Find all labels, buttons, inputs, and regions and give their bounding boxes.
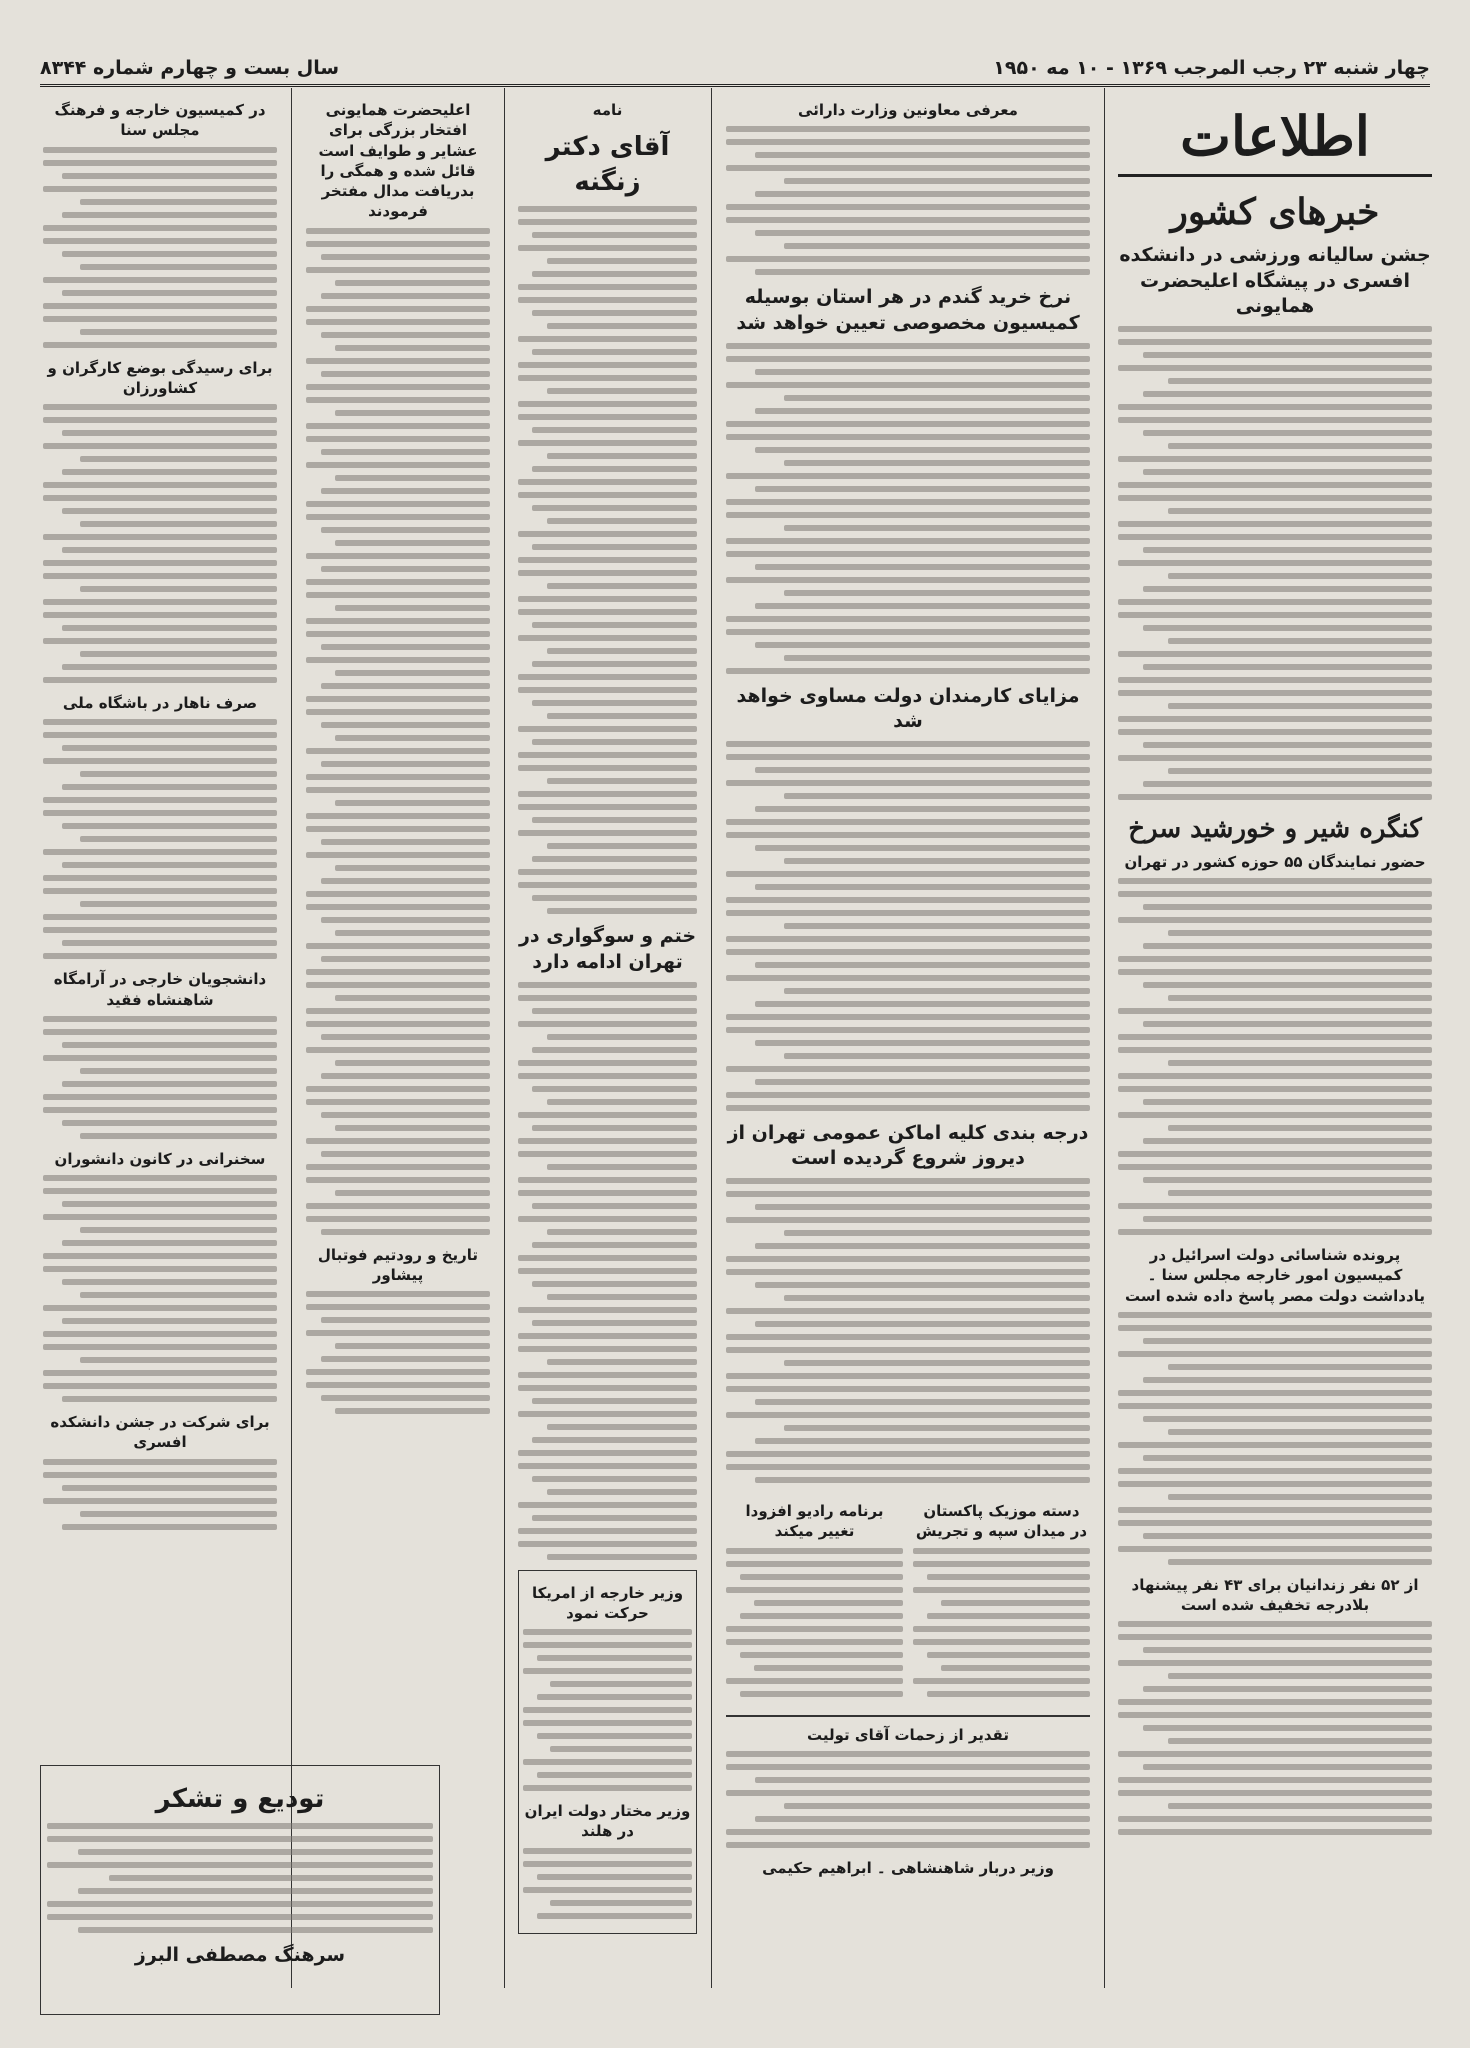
article-body [523, 1629, 692, 1791]
headline-appreciation: تقدیر از زحمات آقای تولیت [807, 1725, 1009, 1744]
article-body [726, 741, 1090, 1111]
column-divider [291, 88, 292, 1988]
headline-wheat-price: نرخ خرید گندم در هر استان بوسیله کمیسیون مخصوصی تعیین خواهد شد [736, 286, 1080, 334]
article-body [1118, 1312, 1432, 1565]
article-body [43, 1016, 277, 1139]
masthead: اطلاعات [1118, 92, 1432, 177]
headline-foreign-minister: وزیر خارجه از امریکا حرکت نمود [531, 1583, 684, 1622]
article-body [726, 1178, 1090, 1483]
headline-peshawar-team: تاریخ و رودتیم فوتبال پیشاور [317, 1245, 479, 1284]
headline-senate-commission: در کمیسیون خارجه و فرهنگ مجلس سنا [54, 101, 266, 140]
article-body [1118, 1621, 1432, 1835]
article-body [43, 1459, 277, 1530]
headline-lecture: سخنرانی در کانون دانشوران [54, 1149, 266, 1168]
headline-workers-farmers: برای رسیدگی بوضع کارگران و کشاورزان [47, 358, 273, 397]
article-body [523, 1848, 692, 1919]
headline-public-places: درجه بندی کلیه اماکن عمومی تهران از دیروز شروع گردیده است [727, 1121, 1089, 1170]
letter-label: نامه [592, 101, 623, 119]
article-body [43, 719, 277, 959]
headline-lunch-club: صرف ناهار در باشگاه ملی [62, 694, 258, 712]
column-2 [718, 88, 1098, 1998]
headline-dr-zanganeh: آقای دکتر زنگنه [545, 132, 670, 198]
headline-finance-deputies: معرفی معاونین وزارت دارائی [798, 101, 1018, 119]
article-body [726, 126, 1090, 275]
radio-program-article [726, 1493, 903, 1707]
page-header [40, 52, 1430, 87]
headline-iran-minister-holland: وزیر مختار دولت ایران در هلند [524, 1802, 691, 1841]
article-body [306, 228, 490, 1235]
headline-tribes-medal: اعلیحضرت همایونی افتخار بزرگی برای عشایر و طوایف است قائل شده و همگی را بدریافت مدال مفتخر فرمودند [318, 101, 478, 221]
article-body [306, 1291, 490, 1414]
article-body [726, 343, 1090, 674]
headline-officer-festival: برای شرکت در جشن دانشکده افسری [50, 1413, 270, 1452]
article-body [518, 206, 697, 914]
divider [726, 1715, 1090, 1717]
headline-foreign-students: دانشجویان خارجی در آرامگاه شاهنشاه فقید [53, 970, 267, 1009]
column-5 [35, 88, 285, 1758]
farewell-notice [40, 1765, 440, 2015]
column-3 [510, 88, 705, 1998]
column-divider [504, 88, 505, 1988]
article-body [726, 1751, 1090, 1848]
headline-pakistan-band: دسته موزیک پاکستان در میدان سپه و تجریش [915, 1502, 1088, 1541]
column-1 [1110, 88, 1440, 1998]
headline-prisoners: از ۵۲ نفر زندانیان برای ۴۳ نفر پیشنهاد بلادرجه تخفیف شده است [1131, 1575, 1419, 1615]
headline-red-lion: کنگره شیر و خورشید سرخ [1128, 813, 1422, 844]
section-title: خبرهای کشور [1170, 191, 1380, 233]
notice-title: تودیع و تشکر [155, 1784, 325, 1814]
notice-body [47, 1823, 433, 1933]
headline-radio-program: برنامه رادیو افزودا تغییر میکند [745, 1502, 884, 1541]
article-body [726, 1548, 903, 1697]
headline-israel-recognition: پرونده شناسائی دولت اسرائیل در کمیسیون امور خارجه مجلس سنا ۔ یادداشت دولت مصر پاسخ داده شده است [1125, 1246, 1425, 1305]
article-body [913, 1548, 1090, 1697]
pakistan-band-article [913, 1493, 1090, 1707]
article-body [43, 1175, 277, 1402]
article-body [43, 147, 277, 348]
article-body [43, 404, 277, 683]
column-divider [1104, 88, 1105, 1988]
headline-employee-benefits: مزایای کارمندان دولت مساوی خواهد شد [736, 684, 1080, 733]
small-news-row [726, 1493, 1090, 1707]
headline-mourning: ختم و سوگواری در تهران ادامه دارد [518, 925, 697, 974]
column-4 [298, 88, 498, 1998]
article-body [1118, 878, 1432, 1235]
signature: وزیر دربار شاهنشاهی ۔ ابراهیم حکیمی [762, 1858, 1054, 1877]
header-issue: سال بست و چهارم شماره ۸۳۴۴ [40, 57, 340, 79]
article-body [518, 982, 697, 1560]
boxed-article [518, 1570, 697, 1934]
header-date: چهار شنبه ۲۳ رجب المرجب ۱۳۶۹ - ۱۰ مه ۱۹۵۰ [993, 57, 1430, 79]
column-divider [711, 88, 712, 1988]
subhead-55-zones: حضور نمایندگان ۵۵ حوزه کشور در تهران [1124, 852, 1426, 871]
headline-sports-festival: جشن سالیانه ورزشی در دانشکده افسری در پیشگاه اعلیحضرت همایونی [1119, 244, 1431, 318]
article-body [1118, 326, 1432, 800]
notice-signature: سرهنگ مصطفی البرز [134, 1944, 346, 1967]
